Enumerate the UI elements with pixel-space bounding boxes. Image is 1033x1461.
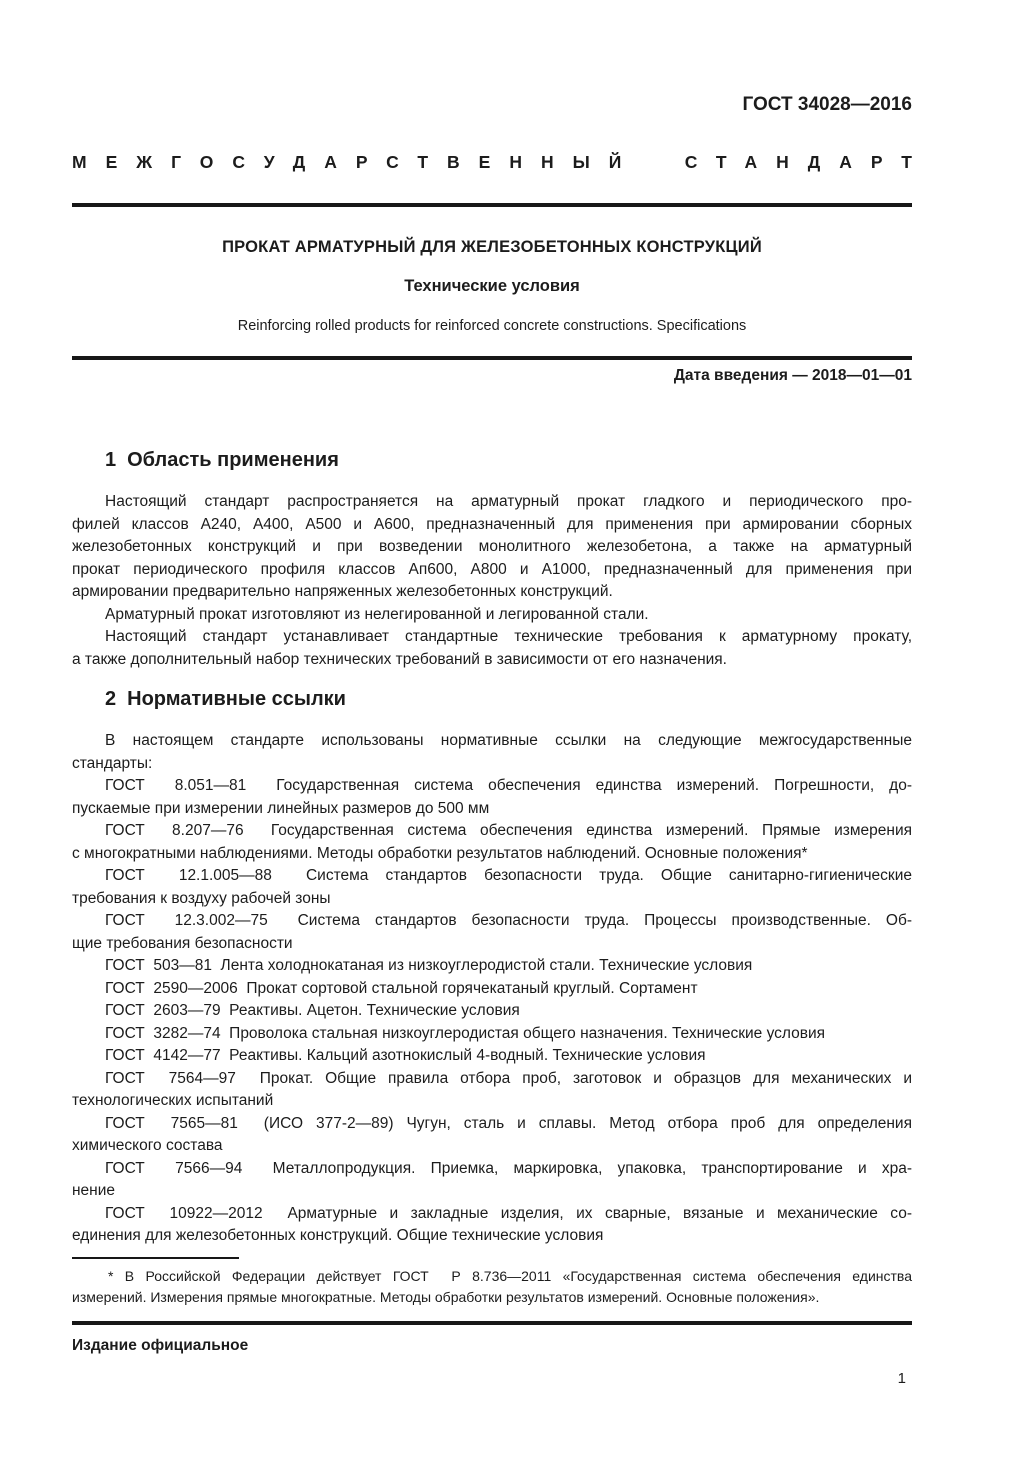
- text-line: ГОСТ 8.207—76 Государственная система обеспечения единства измерений. Прямые измерения: [105, 822, 912, 839]
- document-title: ПРОКАТ АРМАТУРНЫЙ ДЛЯ ЖЕЛЕЗОБЕТОННЫХ КОНСТРУКЦИЙ: [222, 238, 762, 256]
- paragraph: [72, 1158, 912, 1203]
- text-line: В настоящем стандарте использованы нормативные ссылки на следующие межгосударственные: [105, 732, 912, 749]
- text-line: ГОСТ 503—81 Лента холоднокатаная из низкоуглеродистой стали. Технические условия: [105, 957, 753, 974]
- paragraph: [72, 604, 912, 627]
- page-number: 1: [897, 1369, 906, 1387]
- section-title: Область применения: [127, 449, 339, 471]
- document-subtitle: Технические условия: [404, 277, 580, 295]
- text-line: филей классов А240, А400, А500 и А600, предназначенный для применения при армировании сборных: [72, 515, 912, 533]
- text-line: а также дополнительный набор технических требований в зависимости от его назначения.: [72, 650, 727, 668]
- text-line: ГОСТ 4142—77 Реактивы. Кальций азотнокислый 4-водный. Технические условия: [105, 1047, 706, 1064]
- text-line: ГОСТ 7566—94 Металлопродукция. Приемка, маркировка, упаковка, транспортирование и хра-: [105, 1159, 912, 1177]
- paragraph: [72, 955, 912, 978]
- text-line: технологических испытаний: [72, 1092, 274, 1109]
- text-line: стандарты:: [72, 754, 153, 772]
- text-line: ГОСТ 7564—97 Прокат. Общие правила отбора проб, заготовок и образцов для механических и: [105, 1069, 912, 1087]
- effective-date: Дата введения — 2018—01—01: [673, 367, 912, 384]
- text-line: ГОСТ 8.051—81 Государственная система обеспечения единства измерений. Погрешности, до-: [105, 777, 912, 794]
- header-rule: [72, 203, 912, 207]
- paragraph: [72, 1000, 912, 1023]
- text-line: прокат периодического профиля классов Ап600, А800 и А1000, предназначенный для применения при: [72, 560, 912, 578]
- paragraph: [72, 626, 912, 671]
- page-content: [72, 0, 931, 1387]
- text-line: ГОСТ 2590—2006 Прокат сортовой стальной горячекатаный круглый. Сортамент: [105, 979, 698, 997]
- standard-type-label: [72, 151, 931, 173]
- standard-type-word-2: СТАНДАРТ: [684, 152, 931, 172]
- paragraph: [72, 1068, 912, 1113]
- paragraph: [72, 1203, 912, 1248]
- doc-number: ГОСТ 34028—2016: [742, 94, 912, 115]
- text-line: Настоящий стандарт устанавливает стандартные технические требования к арматурному прокату,: [105, 628, 912, 645]
- text-line: щие требования безопасности: [72, 934, 293, 952]
- text-line: ГОСТ 3282—74 Проволока стальная низкоуглеродистая общего назначения. Технические условия: [105, 1024, 826, 1042]
- edition-note: Издание официальное: [72, 1336, 249, 1354]
- text-line: * В Российской Федерации действует ГОСТ Р 8.736—2011 «Государственная система обеспечения единства: [108, 1267, 912, 1284]
- text-line: пускаемые при измерении линейных размеров до 500 мм: [72, 799, 490, 817]
- section-number: 1: [105, 449, 117, 471]
- text-line: армировании предварительно напряженных железобетонных конструкций.: [72, 583, 613, 600]
- text-line: Настоящий стандарт распространяется на арматурный прокат гладкого и периодического про-: [105, 493, 912, 510]
- text-line: железобетонных конструкций и при возведении монолитного железобетона, а также на арматурный: [72, 538, 912, 555]
- section-number: 2: [105, 688, 117, 710]
- footnote-rule: [72, 1257, 239, 1259]
- text-line: требования к воздуху рабочей зоны: [72, 889, 331, 907]
- paragraph: [72, 775, 912, 820]
- paragraph: [72, 865, 912, 910]
- paragraph: [72, 1113, 912, 1158]
- paragraph: [72, 910, 912, 955]
- document-subtitle-en: Reinforcing rolled products for reinforced concrete constructions. Specifications: [237, 318, 747, 334]
- paragraph: [72, 730, 912, 775]
- text-line: нение: [72, 1182, 116, 1199]
- paragraph: [72, 820, 912, 865]
- footnote: [72, 1266, 912, 1308]
- text-line: с многократными наблюдениями. Методы обработки результатов наблюдений. Основные положения*: [72, 844, 808, 862]
- paragraph: [72, 491, 912, 604]
- text-line: ГОСТ 7565—81 (ИСО 377-2—89) Чугун, сталь и сплавы. Метод отбора проб для определения: [105, 1114, 912, 1132]
- title-rule: [72, 356, 912, 360]
- paragraph: [72, 1023, 912, 1046]
- text-line: измерений. Измерения прямые многократные. Методы обработки результатов измерений. Основные положения».: [72, 1288, 820, 1305]
- text-line: ГОСТ 2603—79 Реактивы. Ацетон. Технические условия: [105, 1002, 520, 1019]
- section-heading: [72, 449, 912, 472]
- text-line: ГОСТ 10922—2012 Арматурные и закладные изделия, их сварные, вязаные и механические со-: [105, 1204, 912, 1222]
- section-heading: [72, 688, 912, 711]
- paragraph: [72, 1045, 912, 1068]
- text-line: ГОСТ 12.3.002—75 Система стандартов безопасности труда. Процессы производственные. Об-: [105, 912, 912, 929]
- section-title: Нормативные ссылки: [127, 688, 346, 710]
- text-line: единения для железобетонных конструкций. Общие технические условия: [72, 1227, 604, 1244]
- footer-rule: [72, 1321, 912, 1325]
- standard-type-word-1: МЕЖГОСУДАРСТВЕННЫЙ: [72, 152, 641, 172]
- text-line: ГОСТ 12.1.005—88 Система стандартов безопасности труда. Общие санитарно-гигиенические: [105, 867, 912, 884]
- paragraph: [72, 978, 912, 1001]
- text-line: химического состава: [72, 1137, 223, 1154]
- sections: [72, 449, 912, 1248]
- text-line: Арматурный прокат изготовляют из нелегированной и легированной стали.: [105, 605, 649, 623]
